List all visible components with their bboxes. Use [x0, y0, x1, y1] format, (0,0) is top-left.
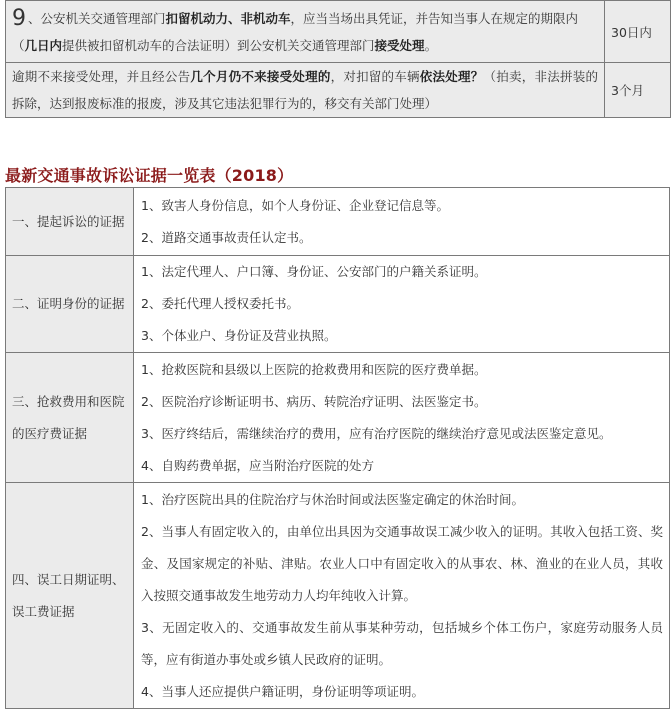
table-row	[6, 483, 670, 709]
period-cell: 30日内	[605, 1, 671, 63]
text-segment: 。	[424, 37, 438, 53]
text-segment: 、公安机关交通管理部门	[28, 10, 166, 26]
list-item: 1、致害人身份信息，如个人身份证、企业登记信息等。	[141, 197, 449, 213]
items-cell	[134, 353, 670, 483]
section-heading: 最新交通事故诉讼证据一览表（2018）	[5, 166, 294, 185]
list-item: 4、自购药费单据，应当附治疗医院的处方	[141, 457, 374, 473]
emphasis-text: 扣留机动力、非机动车	[165, 10, 291, 26]
emphasis-text: 接受处理	[374, 37, 425, 53]
text-segment: （拍卖，非法拼装的拆除，达到报废标准的报废，涉及其它违法犯罪行为的，移交有关部门处理）	[12, 69, 598, 111]
list-item: 1、抢救医院和县级以上医院的抢救费用和医院的医疗费单据。	[141, 361, 487, 377]
list-item: 2、道路交通事故责任认定书。	[141, 229, 312, 245]
evidence-table	[5, 187, 670, 709]
table-row	[6, 1, 671, 63]
emphasis-text: 依法处理？	[419, 69, 484, 84]
emphasis-text: 几个月仍不来接受处理的	[190, 69, 331, 84]
table-row	[6, 63, 671, 118]
list-item: 2、委托代理人授权委托书。	[141, 296, 299, 311]
items-cell	[134, 483, 670, 709]
list-item: 2、当事人有固定收入的，由单位出具因为交通事故误工减少收入的证明。其收入包括工资、奖金、及国家规定的补贴、津贴。农业人口中有固定收入的从事农、林、渔业的在业人员，其收入按照交通事故发生地劳动力人均年纯收入计算。	[141, 523, 663, 603]
emphasis-text: 几日内	[24, 37, 63, 53]
rule-text	[12, 63, 598, 117]
list-item: 1、治疗医院出具的住院治疗与休治时间或法医鉴定确定的休治时间。	[141, 491, 524, 507]
text-segment: 逾期不来接受处理，并且经公告	[12, 69, 191, 84]
list-item: 3、无固定收入的、交通事故发生前从事某种劳动，包括城乡个体工伤户，家庭劳动服务人员等，应有街道办事处或乡镇人民政府的证明。	[141, 619, 663, 667]
category-cell: 三、抢救费用和医院的医疗费证据	[6, 353, 134, 483]
list-item: 4、当事人还应提供户籍证明，身份证明等项证明。	[141, 683, 424, 699]
text-segment: ，应当当场出具凭证，并告知当事人在规定的期限内（	[12, 10, 579, 53]
list-item: 3、个体业户、身份证及营业执照。	[141, 328, 337, 343]
rule-text-cell	[6, 63, 605, 118]
row-number: 9	[12, 5, 26, 31]
items-cell	[134, 256, 670, 353]
period-cell: 3个月	[605, 63, 671, 118]
category-cell: 一、提起诉讼的证据	[6, 188, 134, 256]
table-row	[6, 353, 670, 483]
table-row	[6, 256, 670, 353]
table-row	[6, 188, 670, 256]
text-segment: 提供被扣留机动车的合法证明）到公安机关交通管理部门	[62, 37, 375, 53]
list-item: 3、医疗终结后，需继续治疗的费用，应有治疗医院的继续治疗意见或法医鉴定意见。	[141, 425, 612, 441]
items-cell	[134, 188, 670, 256]
list-item: 2、医院治疗诊断证明书、病历、转院治疗证明、法医鉴定书。	[141, 393, 487, 409]
text-segment: ，对扣留的车辆	[330, 69, 420, 84]
list-item: 1、法定代理人、户口簿、身份证、公安部门的户籍关系证明。	[141, 264, 487, 279]
vehicle-detention-table	[5, 0, 671, 118]
category-cell: 四、误工日期证明、误工费证据	[6, 483, 134, 709]
category-cell: 二、证明身份的证据	[6, 256, 134, 353]
rule-text-cell	[6, 1, 605, 63]
rule-text	[12, 5, 598, 59]
